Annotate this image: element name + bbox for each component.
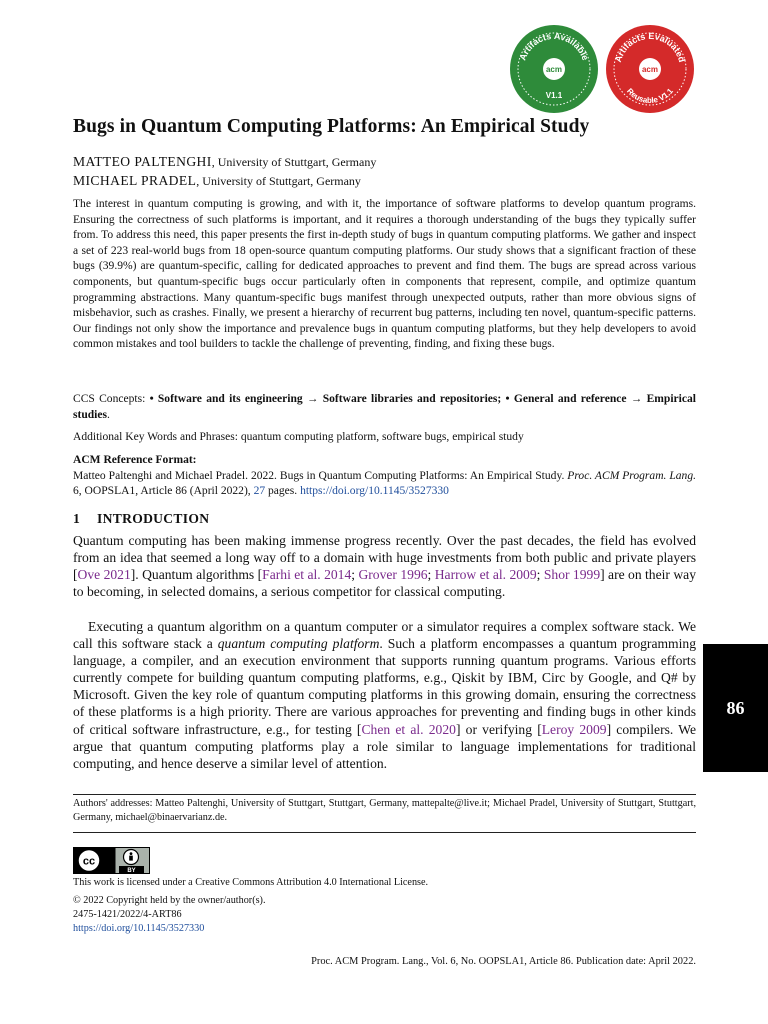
copyright: © 2022 Copyright held by the owner/author(s). <box>73 895 266 906</box>
citation-link[interactable]: Shor 1999 <box>543 567 601 583</box>
reference-text-2: 6, OOPSLA1, Article 86 (April 2022), <box>73 485 254 498</box>
artifacts-available-badge <box>509 24 599 114</box>
page-number-tab: 86 <box>703 644 768 772</box>
text: ; <box>536 567 544 583</box>
ccs-label: CCS Concepts: <box>73 393 150 405</box>
paper-title: Bugs in Quantum Computing Platforms: An Empirical Study <box>73 116 590 137</box>
author-1-affiliation: , University of Stuttgart, Germany <box>211 155 377 169</box>
cc-by-logo[interactable] <box>73 847 150 874</box>
citation-link[interactable]: Ove 2021 <box>77 567 131 583</box>
citation-link[interactable]: Farhi et al. 2014 <box>262 567 352 583</box>
author-2-name: MICHAEL PRADEL <box>73 173 197 188</box>
text: ] are on their way to becoming, in selected domains, a serious competitor for classical computing. <box>73 567 696 600</box>
intro-paragraph-1 <box>73 532 696 600</box>
section-title: INTRODUCTION <box>97 511 210 526</box>
doi-link[interactable]: https://doi.org/10.1145/3527330 <box>73 923 205 934</box>
keywords: Additional Key Words and Phrases: quantum computing platform, software bugs, empirical study <box>73 431 524 443</box>
citation-link[interactable]: Chen et al. 2020 <box>361 721 456 737</box>
license-divider <box>73 832 696 833</box>
text: ]. Quantum algorithms [ <box>130 567 263 583</box>
badge-green-bottom-text: V1.1 <box>545 91 563 100</box>
badge-red-bottom-text: Reusable V1.1 <box>625 86 675 106</box>
license-text: This work is licensed under a Creative Commons Attribution 4.0 International License. <box>73 877 429 888</box>
citation-link[interactable]: Harrow et al. 2009 <box>434 567 537 583</box>
reference-format <box>73 453 696 500</box>
text: Executing a quantum algorithm on a quantum computer or a simulator requires a complex software stack. We call this software stack a <box>73 619 696 652</box>
badge-green-top-text: Artifacts Available <box>517 30 591 62</box>
badge-red-logo: acm <box>641 65 659 74</box>
text: Quantum computing has been making immense progress recently. Over the past decades, the field has evolved from an idea that seemed a long way off to a domain with huge investments from both public and private players [ <box>73 533 696 583</box>
running-footer: Proc. ACM Program. Lang., Vol. 6, No. OOPSLA1, Article 86. Publication date: April 2022. <box>311 956 696 967</box>
artifacts-evaluated-badge <box>605 24 695 114</box>
text: . Such a platform encompasses a quantum programming language, a compiler, and an execution environment that supports running quantum programs. Various efforts currently compete for building quantum computing platforms, e.g., Qiskit by IBM, Circ by Google, and Q# by Microsoft. Given the key role of quantum computing platforms in this growing domain, ensuring the correctness of these platforms is a high priority. There are various approaches for preventing and finding bugs in other kinds of critical software infrastructure, e.g., for testing [ <box>73 636 696 737</box>
reference-venue: Proc. ACM Program. Lang. <box>567 469 696 482</box>
emphasis: quantum computing platform <box>217 636 380 652</box>
text: ] compilers. We argue that quantum computing platforms play a role similar to language implementations for traditional computing, and hence deserve a similar level of attention. <box>73 721 697 771</box>
citation-link[interactable]: Leroy 2009 <box>541 721 607 737</box>
text: ; <box>351 567 359 583</box>
section-heading <box>73 511 209 527</box>
author-2-affiliation: , University of Stuttgart, Germany <box>196 174 361 188</box>
cc-text: cc <box>82 855 96 868</box>
by-text: BY <box>127 868 136 874</box>
text: ; <box>427 567 435 583</box>
abstract: The interest in quantum computing is growing, and with it, the importance of software platforms to develop quantum programs. Ensuring the correctness of such platforms is important, and it requires a thorough understanding of the bugs they typically suffer from. To address this need, this paper presents the first in-depth study of bugs in quantum computing platforms. We gather and inspect a set of 223 real-world bugs from 18 open-source quantum computing platforms. Our study shows that a significant fraction of these bugs (39.9%) are quantum-specific, calling for dedicated approaches to prevent and find them. The bugs are spread across various components, but quantum-specific bugs occur particularly often in components that represent, compile, and optimize quantum programming abstractions. Many quantum-specific bugs manifest through unexpected outputs, rather than more obvious signs of misbehavior, such as crashes. Finally, we present a hierarchy of recurrent bug patterns, including ten novel, quantum-specific patterns. Our findings not only show the importance and prevalence bugs in quantum computing platforms, but they help developers to avoid common mistakes and tool builders to tackle the challenge of preventing, finding, and fixing these bugs. <box>73 198 696 351</box>
authors-addresses: Authors' addresses: Matteo Paltenghi, University of Stuttgart, Stuttgart, Germany, mattepalte@live.it; Michael Pradel, University of Stuttgart, Stuttgart, Germany, michael@binaervarianz.de. <box>73 798 696 823</box>
issn: 2475-1421/2022/4-ART86 <box>73 909 182 920</box>
citation-link[interactable]: Grover 1996 <box>358 567 428 583</box>
reference-heading: ACM Reference Format: <box>73 454 197 466</box>
author-2 <box>73 173 361 189</box>
section-number: 1 <box>73 511 81 526</box>
reference-pages-link[interactable]: 27 <box>253 485 266 498</box>
author-1-name: MATTEO PALTENGHI <box>73 154 212 169</box>
reference-text-3: pages. <box>265 485 301 498</box>
author-1 <box>73 154 376 170</box>
ccs-end: . <box>107 408 110 421</box>
intro-paragraph-2 <box>73 618 696 772</box>
ccs-concepts <box>73 392 696 423</box>
text: ] or verifying [ <box>455 721 542 737</box>
badge-green-logo: acm <box>545 65 563 74</box>
footnote-divider <box>73 794 696 795</box>
reference-doi-link[interactable]: https://doi.org/10.1145/3527330 <box>300 485 449 498</box>
reference-text: Matteo Paltenghi and Michael Pradel. 2022. Bugs in Quantum Computing Platforms: An Empirical Study. <box>73 469 568 482</box>
badge-red-top-text: Artifacts Evaluated <box>612 30 688 64</box>
ccs-text: • Software and its engineering → Software libraries and repositories; • General and reference → Empirical studies <box>73 393 696 421</box>
